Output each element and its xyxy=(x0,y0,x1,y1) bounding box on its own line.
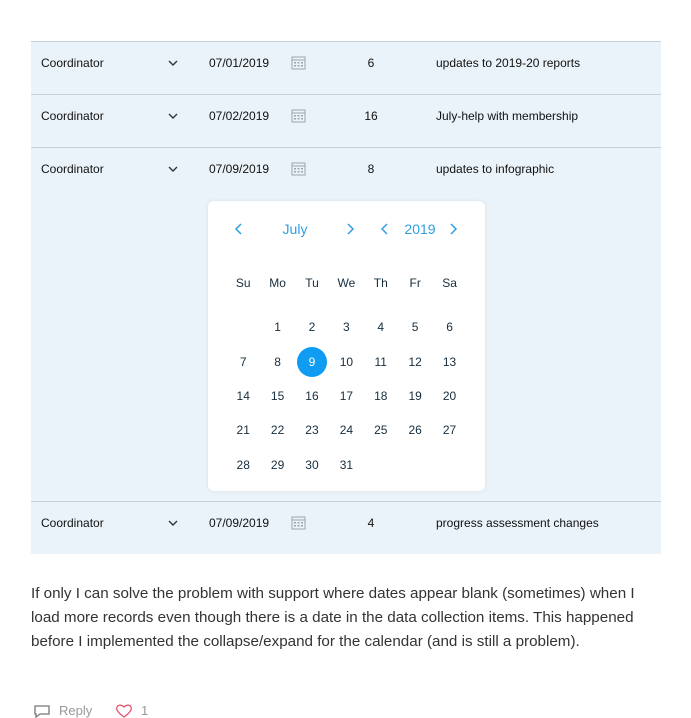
date-input[interactable]: 07/09/2019 xyxy=(209,162,270,176)
hours-value[interactable]: 6 xyxy=(367,56,375,70)
day-cell[interactable]: 23 xyxy=(305,423,319,438)
table-row xyxy=(31,501,661,554)
day-cell[interactable]: 1 xyxy=(274,320,281,335)
day-cell[interactable]: 25 xyxy=(374,423,388,438)
day-cell[interactable]: 12 xyxy=(408,354,422,369)
reply-icon xyxy=(33,704,51,718)
datepicker-header xyxy=(208,219,485,239)
prev-year-button[interactable] xyxy=(380,222,390,234)
day-cell[interactable]: 5 xyxy=(411,320,419,335)
role-dropdown[interactable]: Coordinator xyxy=(41,109,104,123)
calendar-icon[interactable] xyxy=(291,55,306,70)
weekday-label: Fr xyxy=(409,276,421,290)
role-dropdown[interactable]: Coordinator xyxy=(41,162,104,176)
role-dropdown[interactable]: Coordinator xyxy=(41,516,104,530)
description-text[interactable]: updates to infographic xyxy=(436,162,555,176)
chevron-down-icon[interactable] xyxy=(167,163,179,175)
calendar-icon[interactable] xyxy=(291,108,306,123)
hours-value[interactable]: 8 xyxy=(367,162,375,176)
weekday-label: Sa xyxy=(442,276,457,290)
comment-text: If only I can solve the problem with support where dates appear blank (sometimes) when I load more records even though there is a date in the data collection items. This happened before I implemented the collapse/expand for the calendar (and is still a problem). xyxy=(31,585,635,650)
hours-value[interactable]: 16 xyxy=(364,109,378,123)
weekday-label: Mo xyxy=(269,276,286,290)
day-cell[interactable]: 24 xyxy=(339,423,354,438)
description-text[interactable]: progress assessment changes xyxy=(436,516,599,530)
table-row xyxy=(31,41,661,94)
day-cell[interactable]: 18 xyxy=(374,388,388,403)
date-input[interactable]: 07/09/2019 xyxy=(209,516,270,530)
weekday-label: Su xyxy=(235,276,251,290)
day-cell[interactable]: 7 xyxy=(239,354,247,369)
day-cell[interactable]: 11 xyxy=(374,354,387,369)
weekday-label: Th xyxy=(373,276,388,290)
reply-button[interactable] xyxy=(33,703,92,718)
day-cell[interactable]: 28 xyxy=(236,457,250,472)
day-cell[interactable]: 13 xyxy=(442,354,457,369)
day-cell[interactable]: 6 xyxy=(446,320,453,335)
records-table xyxy=(31,41,661,554)
reply-label: Reply xyxy=(59,703,93,718)
next-month-button[interactable] xyxy=(345,222,355,234)
day-cell[interactable]: 3 xyxy=(343,320,350,335)
hours-value[interactable]: 4 xyxy=(367,516,375,530)
prev-month-button[interactable] xyxy=(234,222,244,234)
date-input[interactable]: 07/02/2019 xyxy=(209,109,270,123)
day-cell[interactable]: 14 xyxy=(236,388,250,403)
calendar-icon[interactable] xyxy=(291,161,306,176)
description-text[interactable]: updates to 2019-20 reports xyxy=(436,56,581,70)
day-cell[interactable]: 10 xyxy=(339,354,354,369)
description-text[interactable]: July-help with membership xyxy=(436,109,579,123)
day-cell[interactable] xyxy=(295,344,329,378)
day-cell[interactable]: 27 xyxy=(442,423,457,438)
chevron-down-icon[interactable] xyxy=(167,110,179,122)
like-button[interactable] xyxy=(115,703,148,718)
day-cell[interactable]: 8 xyxy=(274,354,281,369)
month-label[interactable]: July xyxy=(282,221,308,237)
weekday-label: We xyxy=(337,276,356,290)
day-cell[interactable]: 17 xyxy=(339,388,354,403)
empty-day-cell xyxy=(226,310,260,344)
heart-icon xyxy=(115,704,133,718)
chevron-down-icon[interactable] xyxy=(167,57,179,69)
date-input[interactable]: 07/01/2019 xyxy=(209,56,270,70)
day-cell[interactable]: 26 xyxy=(408,423,422,438)
day-grid xyxy=(226,310,470,482)
day-cell[interactable]: 22 xyxy=(270,423,285,438)
table-row xyxy=(31,94,661,147)
next-year-button[interactable] xyxy=(448,222,458,234)
day-cell[interactable]: 2 xyxy=(308,320,316,335)
selected-day[interactable]: 9 xyxy=(297,347,327,377)
year-label[interactable]: 2019 xyxy=(404,221,436,237)
day-cell[interactable]: 16 xyxy=(305,388,319,403)
weekday-header xyxy=(226,276,470,310)
calendar-icon[interactable] xyxy=(291,515,306,530)
datepicker xyxy=(208,201,485,491)
day-cell[interactable]: 21 xyxy=(236,423,250,438)
day-cell[interactable]: 31 xyxy=(339,457,354,472)
day-cell[interactable]: 20 xyxy=(442,388,457,403)
weekday-label: Tu xyxy=(305,276,319,290)
day-cell[interactable]: 4 xyxy=(377,320,385,335)
like-count: 1 xyxy=(141,703,149,718)
calendar-grid xyxy=(226,276,470,482)
day-cell[interactable]: 19 xyxy=(408,388,422,403)
day-cell[interactable]: 15 xyxy=(270,388,285,403)
role-dropdown[interactable]: Coordinator xyxy=(41,56,104,70)
day-cell[interactable]: 29 xyxy=(270,457,285,472)
day-cell[interactable]: 30 xyxy=(305,457,319,472)
chevron-down-icon[interactable] xyxy=(167,517,179,529)
table-row xyxy=(31,147,661,501)
